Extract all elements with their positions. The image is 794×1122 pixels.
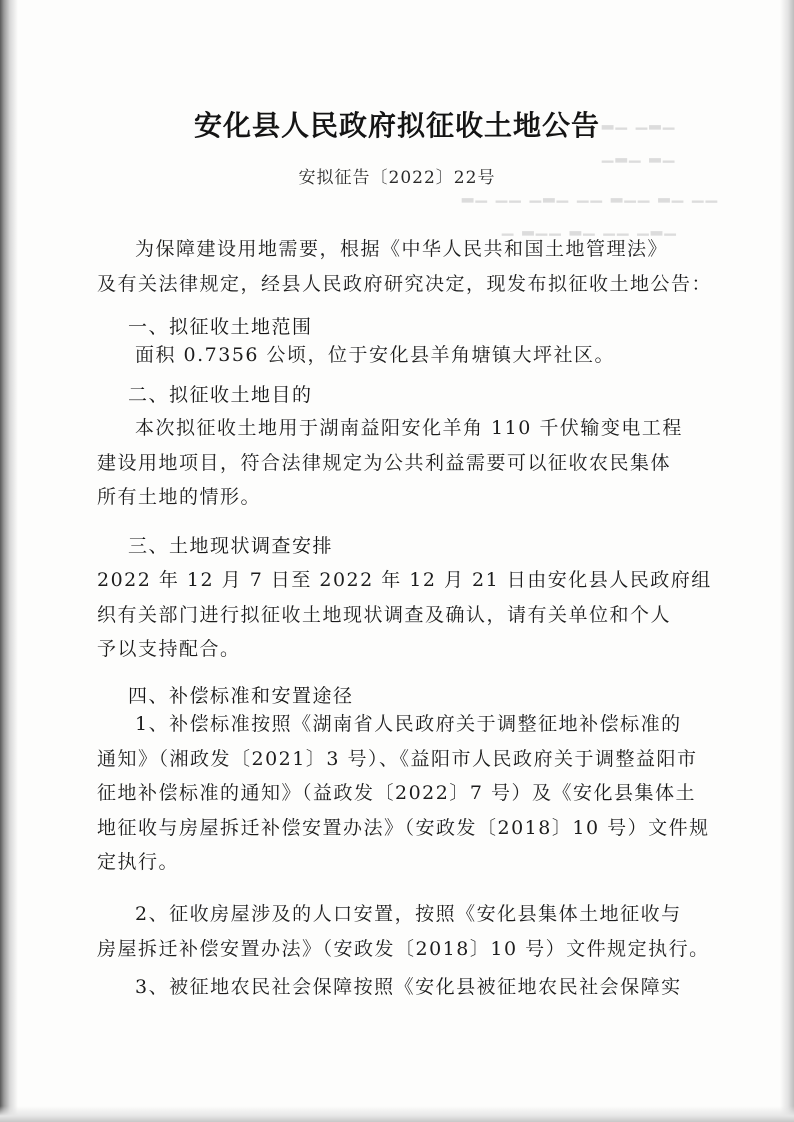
section-body-compensation-1 [97, 707, 710, 880]
body-line: 征地补偿标准的通知》（益政发〔2022〕7 号）及《安化县集体土 [97, 782, 696, 804]
section-heading-land-scope: 一、拟征收土地范围 [128, 316, 313, 338]
section-heading-purpose: 二、拟征收土地目的 [128, 384, 313, 406]
intro-line: 为保障建设用地需要，根据《中华人民共和国土地管理法》 [135, 238, 669, 260]
scan-bottom-edge-shadow [0, 1106, 794, 1122]
bleed-through-texture: ▁▂ ▁▂▁ [600, 145, 675, 163]
page-title: 安化县人民政府拟征收土地公告 [193, 109, 600, 142]
body-line: 通知》（湘政发〔2021〕3 号）、《益阳市人民政府关于调整益阳市 [97, 747, 698, 770]
bleed-through-texture: ▁▂▁ ▁▂ [600, 112, 675, 130]
section-body-survey [97, 563, 712, 667]
body-line: 3、被征地农民社会保障按照《安化县被征地农民社会保障实 [135, 976, 682, 998]
intro-paragraph [97, 232, 713, 301]
body-line: 1、补偿标准按照《湖南省人民政府关于调整征地补偿标准的 [135, 713, 682, 735]
intro-line: 及有关法律规定，经县人民政府研究决定，现发布拟征收土地公告： [97, 272, 713, 295]
body-line: 2022 年 12 月 7 日至 2022 年 12 月 21 日由安化县人民政府组 [97, 569, 712, 591]
section-body-compensation-3 [97, 970, 707, 1005]
section-body-purpose [97, 411, 707, 515]
body-line: 所有土地的情形。 [97, 486, 262, 508]
body-line: 织有关部门进行拟征收土地现状调查及确认，请有关单位和个人 [97, 603, 672, 626]
body-line: 房屋拆迁补偿安置办法》（安政发〔2018〕10 号）文件规定执行。 [97, 937, 710, 960]
body-line: 本次拟征收土地用于湖南益阳安化羊角 110 千伏输变电工程 [135, 417, 683, 439]
document-number: 安拟征告〔2022〕22号 [298, 168, 496, 188]
bleed-through-texture: ▁▂▁ ▁▁ ▁▂ ▁▁▂ ▁ [500, 218, 676, 236]
body-line: 予以支持配合。 [97, 638, 241, 660]
body-line: 2、征收房屋涉及的人口安置，按照《安化县集体土地征收与 [135, 903, 682, 925]
bleed-through-texture: ▁▁ ▁▂ ▁▁▂ ▁▁ ▁▂▁ ▁▁ ▁▂ [460, 185, 718, 203]
body-line: 地征收与房屋拆迁补偿安置办法》（安政发〔2018〕10 号）文件规 [97, 816, 710, 839]
body-line: 面积 0.7356 公顷，位于安化县羊角塘镇大坪社区。 [135, 344, 616, 366]
body-line: 建设用地项目，符合法律规定为公共利益需要可以征收农民集体 [97, 451, 672, 474]
body-line: 定执行。 [97, 851, 180, 873]
section-body-compensation-2 [97, 897, 710, 966]
section-heading-compensation: 四、补偿标准和安置途径 [128, 685, 354, 707]
section-body-land-scope [97, 338, 707, 373]
section-heading-survey: 三、土地现状调查安排 [128, 535, 334, 557]
